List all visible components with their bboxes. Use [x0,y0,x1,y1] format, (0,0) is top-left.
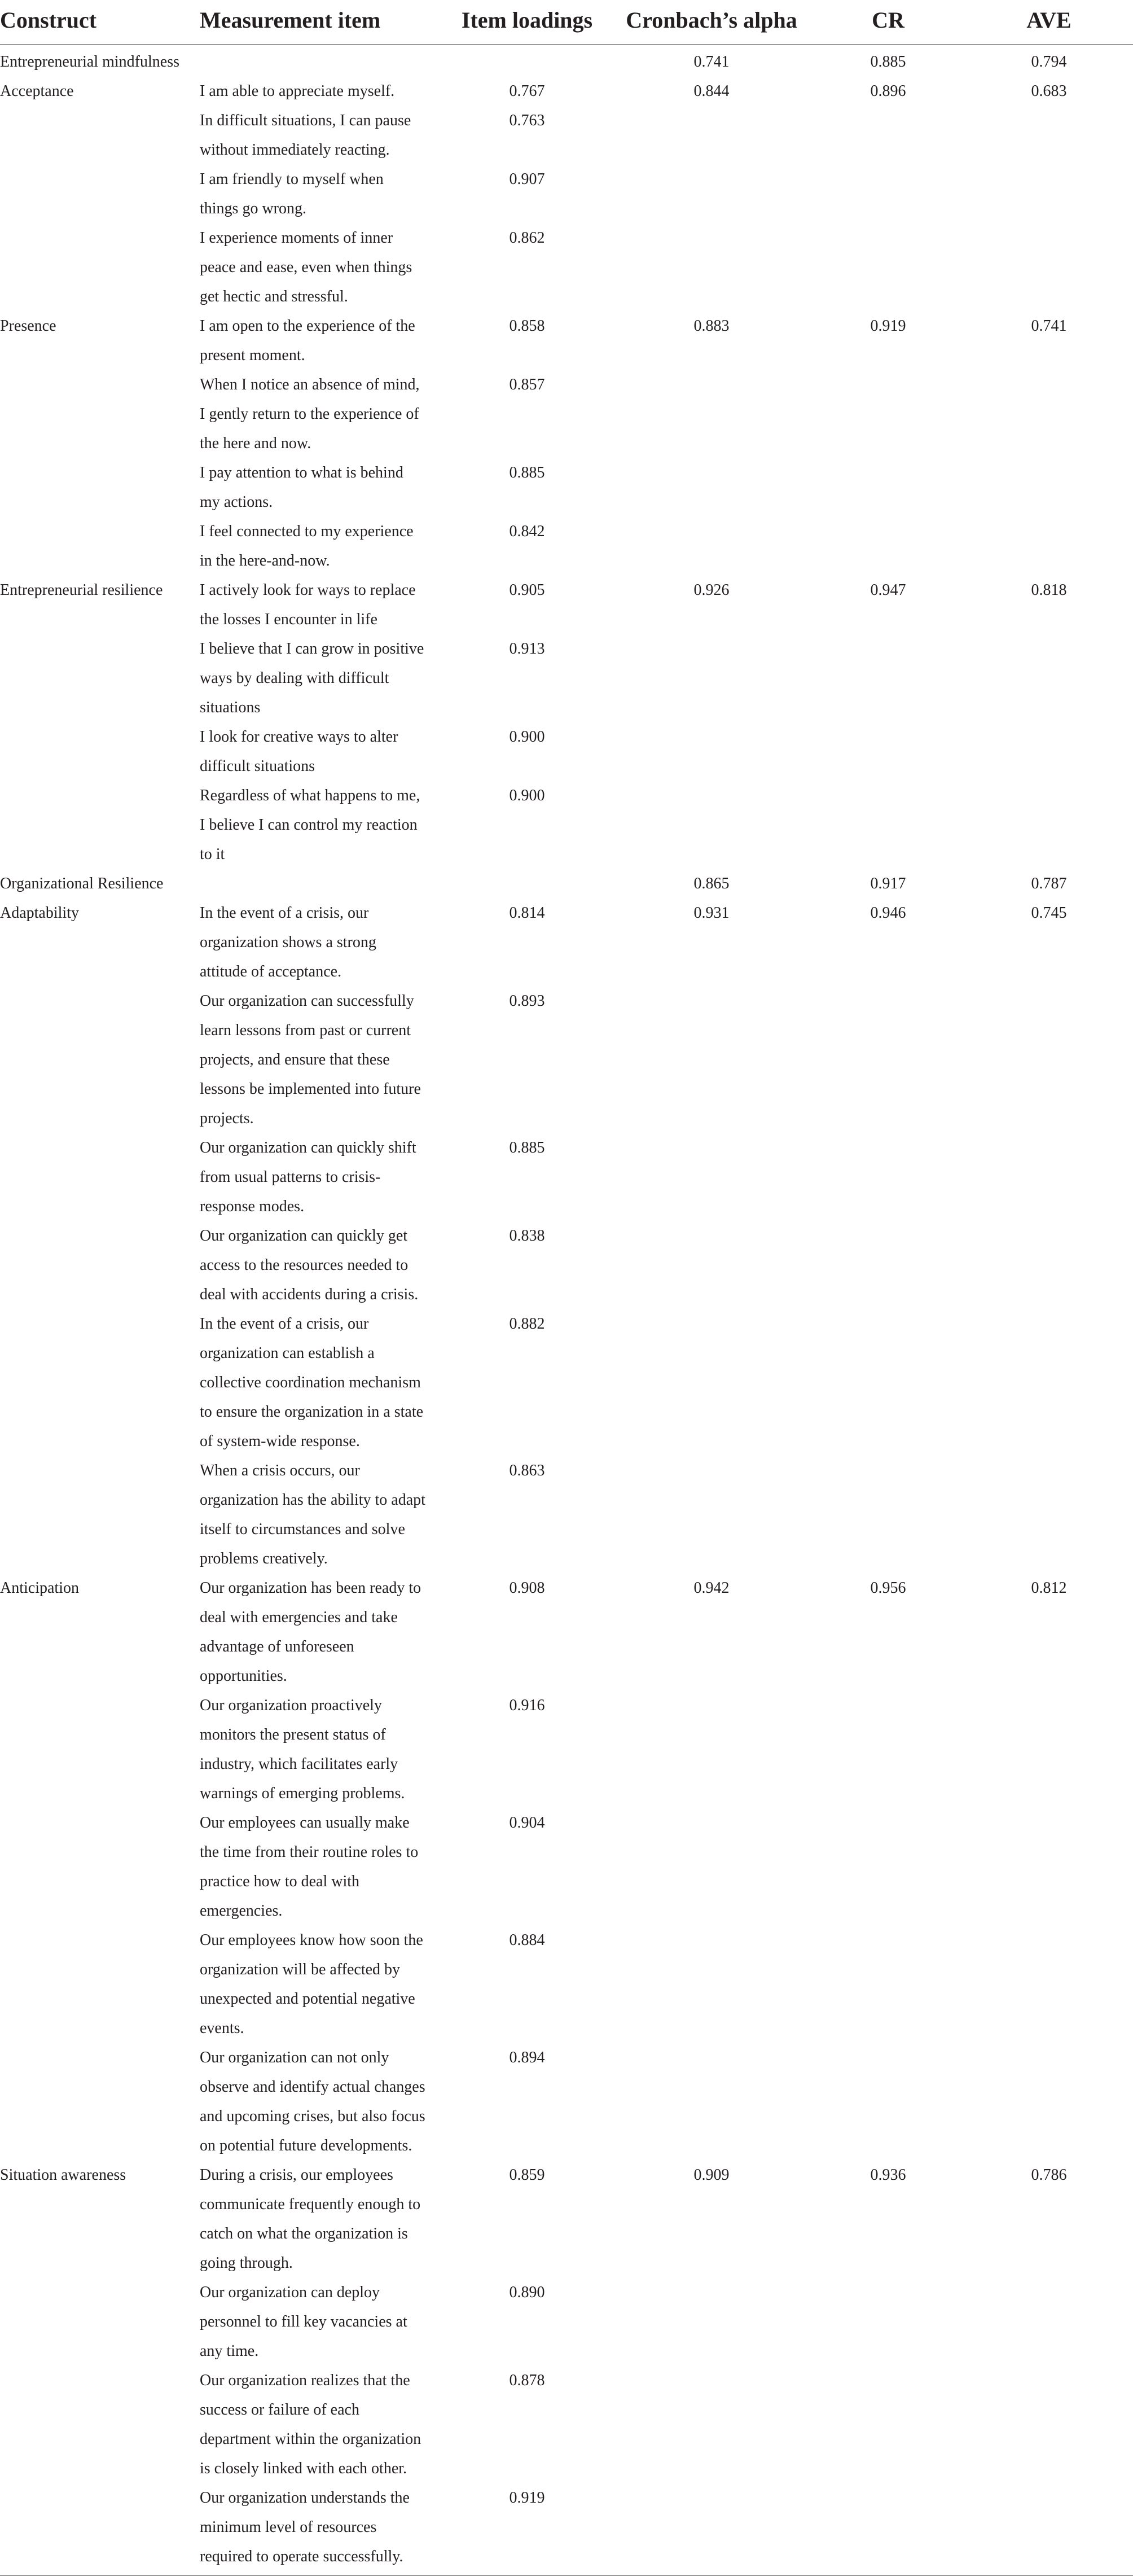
cr-cell [811,370,965,458]
cr-cell: 0.896 [870,82,906,100]
cronbachs-alpha-cell [612,1808,811,1926]
measurement-item-cell: I am friendly to myself when things go wrong. [200,170,384,217]
measurement-item-cell: In the event of a crisis, our organization can establish a collective coordination mechanism to ensure the organization in a state of system-wide response. [200,1315,424,1450]
cr-cell [811,224,965,312]
item-loading-cell: 0.814 [509,904,545,922]
cr-cell [811,781,965,869]
construct-cell [0,987,200,1133]
measurement-item-cell: Our organization can quickly shift from usual patterns to crisis-response modes. [200,1139,416,1215]
construct-cell [0,1309,200,1456]
ave-cell [965,2043,1133,2161]
construct-cell [0,2366,200,2483]
table-row [0,165,1133,224]
table-row [0,224,1133,312]
item-loading-cell: 0.882 [509,1315,545,1333]
item-loading-cell [442,45,612,77]
construct-cell: Acceptance [0,82,74,100]
cr-cell [811,1808,965,1926]
cronbachs-alpha-cell [612,1691,811,1808]
ave-cell [965,106,1133,165]
ave-cell [965,1309,1133,1456]
table-row [0,2483,1133,2575]
table-row [0,2161,1133,2278]
construct-cell: Adaptability [0,904,79,922]
measurement-item-cell: Our organization has been ready to deal with emergencies and take advantage of unforeseen opportunities. [200,1579,421,1685]
item-loading-cell: 0.862 [509,229,545,247]
ave-cell: 0.741 [1031,317,1067,335]
table-row [0,987,1133,1133]
cronbachs-alpha-cell: 0.942 [693,1579,730,1597]
item-loading-cell: 0.878 [509,2372,545,2389]
ave-cell [965,2366,1133,2483]
measurement-item-cell: Our organization can not only observe and identify actual changes and upcoming crises, but also focus on potential future developments. [200,2049,425,2154]
construct-cell [0,165,200,224]
table-body [0,45,1133,2575]
ave-cell [965,370,1133,458]
table-row [0,781,1133,869]
item-loading-cell: 0.905 [509,581,545,599]
ave-cell: 0.745 [1031,904,1067,922]
measurement-item-cell: I pay attention to what is behind my actions. [200,464,403,511]
item-loading-cell: 0.885 [509,1139,545,1156]
item-loading-cell [442,869,612,899]
item-loading-cell: 0.919 [442,2483,612,2575]
item-loading-cell: 0.884 [509,1931,545,1949]
ave-cell [965,458,1133,517]
cr-cell [811,1133,965,1221]
construct-cell [0,634,200,722]
cr-cell: 0.946 [870,904,906,922]
construct-cell: Entrepreneurial mindfulness [0,53,180,71]
table-row [0,458,1133,517]
item-loading-cell: 0.904 [509,1814,545,1832]
cronbachs-alpha-cell: 0.926 [693,581,730,599]
item-loading-cell: 0.890 [509,2284,545,2301]
construct-cell: Situation awareness [0,2166,126,2184]
table-row [0,1691,1133,1808]
cr-cell [811,2366,965,2483]
cr-cell [811,1691,965,1808]
ave-cell [965,1456,1133,1574]
measurement-item-cell: I believe that I can grow in positive ways by dealing with difficult situations [200,640,424,716]
item-loading-cell: 0.863 [509,1462,545,1479]
ave-cell [965,1926,1133,2043]
cr-cell: 0.956 [870,1579,906,1597]
cr-cell: 0.917 [870,875,906,892]
item-loading-cell: 0.859 [509,2166,545,2184]
item-loading-cell: 0.767 [509,82,545,100]
construct-cell [0,1221,200,1309]
table-row [0,77,1133,106]
table-row [0,517,1133,576]
item-loading-cell: 0.857 [509,376,545,393]
header-measurement-item: Measurement item [200,0,442,45]
ave-cell [965,634,1133,722]
header-cronbachs-alpha: Cronbach’s alpha [612,0,811,45]
item-loading-cell: 0.885 [509,464,545,481]
ave-cell: 0.794 [1031,53,1067,71]
item-loading-cell: 0.763 [509,112,545,129]
measurement-item-cell: Our organization proactively monitors the present status of industry, which facilitates early warnings of emerging problems. [200,1697,405,1802]
cronbachs-alpha-cell [612,458,811,517]
table-row [0,2366,1133,2483]
measurement-item-cell: Regardless of what happens to me, I believe I can control my reaction to it [200,787,420,863]
construct-cell [0,2278,200,2366]
cronbachs-alpha-cell [612,2278,811,2366]
cronbachs-alpha-cell [612,224,811,312]
cronbachs-alpha-cell [612,722,811,781]
item-loading-cell: 0.908 [509,1579,545,1597]
cr-cell [811,165,965,224]
construct-cell [0,1133,200,1221]
cronbachs-alpha-cell [612,370,811,458]
measurement-item-cell [200,45,442,77]
measurement-item-cell: I actively look for ways to replace the losses I encounter in life [200,581,416,628]
cr-cell: 0.936 [870,2166,906,2184]
item-loading-cell: 0.894 [509,2049,545,2066]
measurement-item-cell: I am open to the experience of the present moment. [200,317,415,364]
ave-cell [965,224,1133,312]
construct-cell: Presence [0,317,56,335]
measurement-item-cell: I am able to appreciate myself. [200,82,395,100]
table-row [0,1221,1133,1309]
cr-cell [811,1221,965,1309]
cronbachs-alpha-cell [612,2043,811,2161]
cr-cell [811,1926,965,2043]
measurement-item-cell: In the event of a crisis, our organization shows a strong attitude of acceptance. [200,904,376,980]
measurement-item-cell: Our employees know how soon the organization will be affected by unexpected and potential negative events. [200,1931,423,2037]
measurement-item-cell: Our organization realizes that the success or failure of each department within the organization is closely linked with each other. [200,2372,421,2477]
header-construct: Construct [0,0,200,45]
cr-cell [811,1309,965,1456]
cronbachs-alpha-cell: 0.883 [693,317,730,335]
table-row [0,106,1133,165]
ave-cell: 0.812 [1031,1579,1067,1597]
construct-cell [0,517,200,576]
cr-cell [811,634,965,722]
cronbachs-alpha-cell: 0.844 [693,82,730,100]
table-row [0,722,1133,781]
table-row [0,1574,1133,1691]
cronbachs-alpha-cell [612,1221,811,1309]
header-ave: AVE [965,0,1133,45]
cr-cell [811,1456,965,1574]
cronbachs-alpha-cell: 0.741 [693,53,730,71]
item-loading-cell: 0.838 [509,1227,545,1245]
construct-cell [0,2043,200,2161]
cr-cell: 0.885 [870,53,906,71]
measurement-item-cell: In difficult situations, I can pause without immediately reacting. [200,112,411,159]
item-loading-cell: 0.858 [509,317,545,335]
cronbachs-alpha-cell: 0.931 [693,904,730,922]
measurement-item-cell: Our organization can successfully learn lessons from past or current projects, and ensure that these lessons be implemented into future projects. [200,992,421,1127]
cronbachs-alpha-cell [612,106,811,165]
cronbachs-alpha-cell [612,781,811,869]
item-loading-cell: 0.916 [509,1697,545,1714]
table-row [0,2278,1133,2366]
construct-cell [0,458,200,517]
table-row [0,2043,1133,2161]
cronbachs-alpha-cell: 0.909 [693,2166,730,2184]
item-loading-cell: 0.900 [509,728,545,746]
cronbachs-alpha-cell [612,1926,811,2043]
ave-cell [965,781,1133,869]
header-row [0,0,1133,45]
table-header [0,0,1133,45]
measurement-item-cell: When a crisis occurs, our organization has the ability to adapt itself to circumstances and solve problems creatively. [200,1462,425,1567]
measurement-item-cell: Our employees can usually make the time from their routine roles to practice how to deal with emergencies. [200,1814,419,1920]
cr-cell [811,106,965,165]
header-cr: CR [811,0,965,45]
cronbachs-alpha-cell [612,517,811,576]
cronbachs-alpha-cell [612,2483,811,2575]
cronbachs-alpha-cell [612,634,811,722]
ave-cell [965,2278,1133,2366]
construct-cell [0,1456,200,1574]
item-loading-cell: 0.913 [509,640,545,658]
ave-cell [965,722,1133,781]
construct-cell [0,370,200,458]
cr-cell [811,722,965,781]
cronbachs-alpha-cell [612,2366,811,2483]
measurement-item-cell: During a crisis, our employees communicate frequently enough to catch on what the organization is going through. [200,2166,421,2272]
measurement-item-cell: When I notice an absence of mind, I gently return to the experience of the here and now. [200,376,420,452]
construct-cell [0,722,200,781]
construct-cell [0,781,200,869]
construct-cell [0,2483,200,2575]
cr-cell [811,458,965,517]
ave-cell: 0.683 [1031,82,1067,100]
measurement-item-cell: Our organization understands the minimum level of resources required to operate successfully. [200,2483,442,2575]
cr-cell [811,987,965,1133]
cronbachs-alpha-cell [612,1133,811,1221]
table-row [0,45,1133,77]
construct-cell [0,1926,200,2043]
ave-cell [965,2483,1133,2575]
table-row [0,576,1133,634]
cr-cell [811,2483,965,2575]
cronbachs-alpha-cell [612,165,811,224]
measurement-item-cell: I look for creative ways to alter difficult situations [200,728,398,775]
measurement-item-cell: Our organization can quickly get access to the resources needed to deal with accidents during a crisis. [200,1227,419,1303]
construct-cell [0,1691,200,1808]
ave-cell [965,1808,1133,1926]
table-row [0,634,1133,722]
item-loading-cell: 0.842 [509,523,545,540]
construct-cell [0,1808,200,1926]
table-row [0,1926,1133,2043]
cronbachs-alpha-cell [612,987,811,1133]
construct-cell [0,224,200,312]
construct-cell: Entrepreneurial resilience [0,581,163,599]
cr-cell: 0.947 [870,581,906,599]
table-row [0,312,1133,370]
item-loading-cell: 0.907 [509,170,545,188]
construct-cell: Organizational Resilience [0,875,164,892]
cr-cell: 0.919 [870,317,906,335]
cronbachs-alpha-cell [612,1456,811,1574]
table-row [0,899,1133,987]
ave-cell [965,1133,1133,1221]
ave-cell [965,987,1133,1133]
table-row [0,1309,1133,1456]
construct-cell [0,106,200,165]
item-loading-cell: 0.900 [509,787,545,804]
item-loading-cell: 0.893 [509,992,545,1010]
header-item-loadings: Item loadings [442,0,612,45]
ave-cell [965,1221,1133,1309]
table-row [0,370,1133,458]
cr-cell [811,2278,965,2366]
measurement-item-cell: I experience moments of inner peace and ease, even when things get hectic and stressful. [200,229,412,305]
table-row [0,1456,1133,1574]
ave-cell [965,1691,1133,1808]
cronbachs-alpha-cell: 0.865 [693,875,730,892]
cr-cell [811,2043,965,2161]
ave-cell: 0.787 [1031,875,1067,892]
table-row [0,1808,1133,1926]
ave-cell: 0.818 [1031,581,1067,599]
cronbachs-alpha-cell [612,1309,811,1456]
measurement-item-cell [200,869,442,899]
measurement-item-cell: Our organization can deploy personnel to fill key vacancies at any time. [200,2284,407,2360]
measurement-item-cell: I feel connected to my experience in the here-and-now. [200,523,414,569]
table-row [0,1133,1133,1221]
construct-cell: Anticipation [0,1579,79,1597]
table-row [0,869,1133,899]
ave-cell: 0.786 [1031,2166,1067,2184]
ave-cell [965,165,1133,224]
cr-cell [811,517,965,576]
ave-cell [965,517,1133,576]
